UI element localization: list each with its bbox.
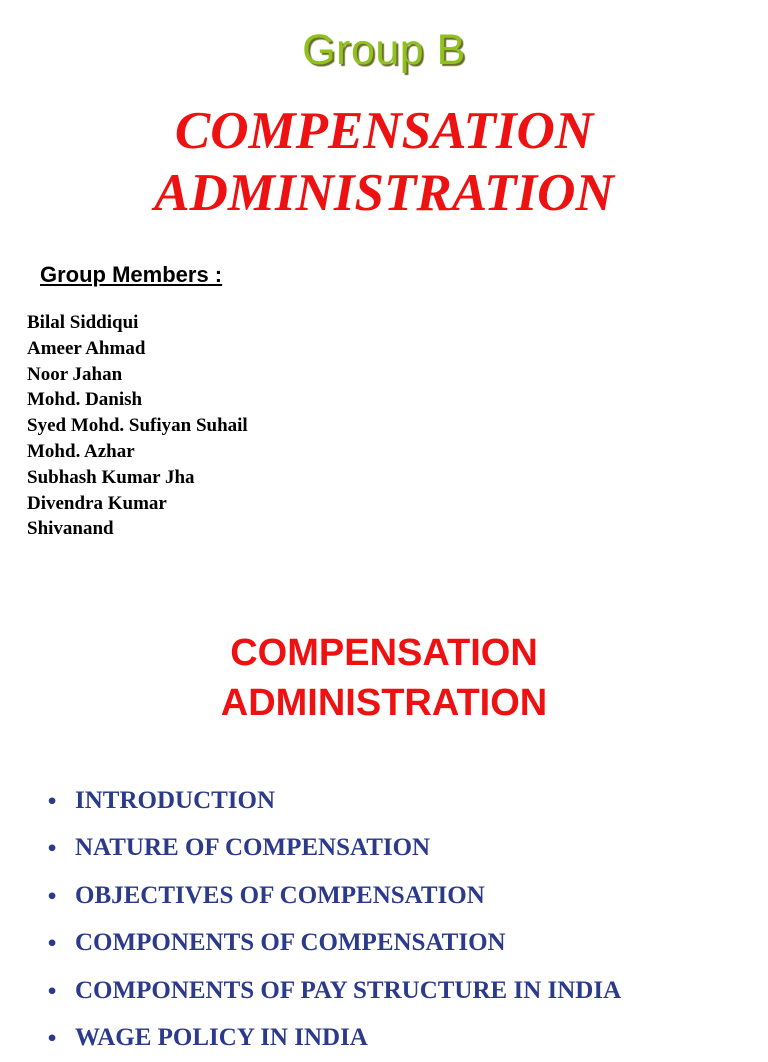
member-name: Mohd. Danish [27, 389, 143, 411]
topic-item [46, 920, 621, 967]
main-title-line-1: COMPENSATION [174, 102, 594, 160]
member-name: Noor Jahan [27, 363, 123, 385]
group-members-heading: Group Members : [40, 262, 223, 287]
section-title-line-2: ADMINISTRATION [220, 682, 548, 724]
member-name: Mohd. Azhar [27, 440, 135, 462]
bullet-icon: • [46, 933, 59, 956]
group-members-list [27, 310, 248, 542]
topic-item [46, 873, 621, 920]
topic-label: INTRODUCTION [75, 787, 276, 814]
topic-label: WAGE POLICY IN INDIA [75, 1024, 368, 1052]
topics-list [46, 778, 621, 1062]
bullet-icon: • [46, 980, 59, 1003]
slide-contents [0, 570, 768, 1052]
member-name: Syed Mohd. Sufiyan Suhail [27, 415, 248, 437]
bullet-icon: • [46, 1028, 59, 1051]
member-name: Ameer Ahmad [27, 337, 146, 359]
topic-item [46, 1015, 621, 1062]
bullet-icon: • [46, 791, 59, 813]
bullet-icon: • [46, 885, 59, 908]
topic-item [46, 778, 621, 825]
main-title [0, 100, 768, 224]
topic-label: COMPONENTS OF PAY STRUCTURE IN INDIA [75, 976, 622, 1004]
group-title: Group B [302, 26, 466, 74]
topic-item [46, 968, 621, 1015]
topic-label: NATURE OF COMPENSATION [75, 834, 431, 862]
topic-label: OBJECTIVES OF COMPENSATION [75, 881, 485, 909]
member-name: Subhash Kumar Jha [27, 466, 195, 488]
section-title-line-1: COMPENSATION [230, 632, 538, 674]
member-name: Bilal Siddiqui [27, 312, 139, 333]
bullet-icon: • [46, 838, 59, 861]
member-name: Shivanand [27, 518, 114, 540]
topic-label: COMPONENTS OF COMPENSATION [75, 929, 506, 957]
main-title-line-2: ADMINISTRATION [154, 164, 614, 222]
topic-item [46, 825, 621, 872]
member-name: Divendra Kumar [27, 492, 167, 514]
section-title [0, 628, 768, 728]
